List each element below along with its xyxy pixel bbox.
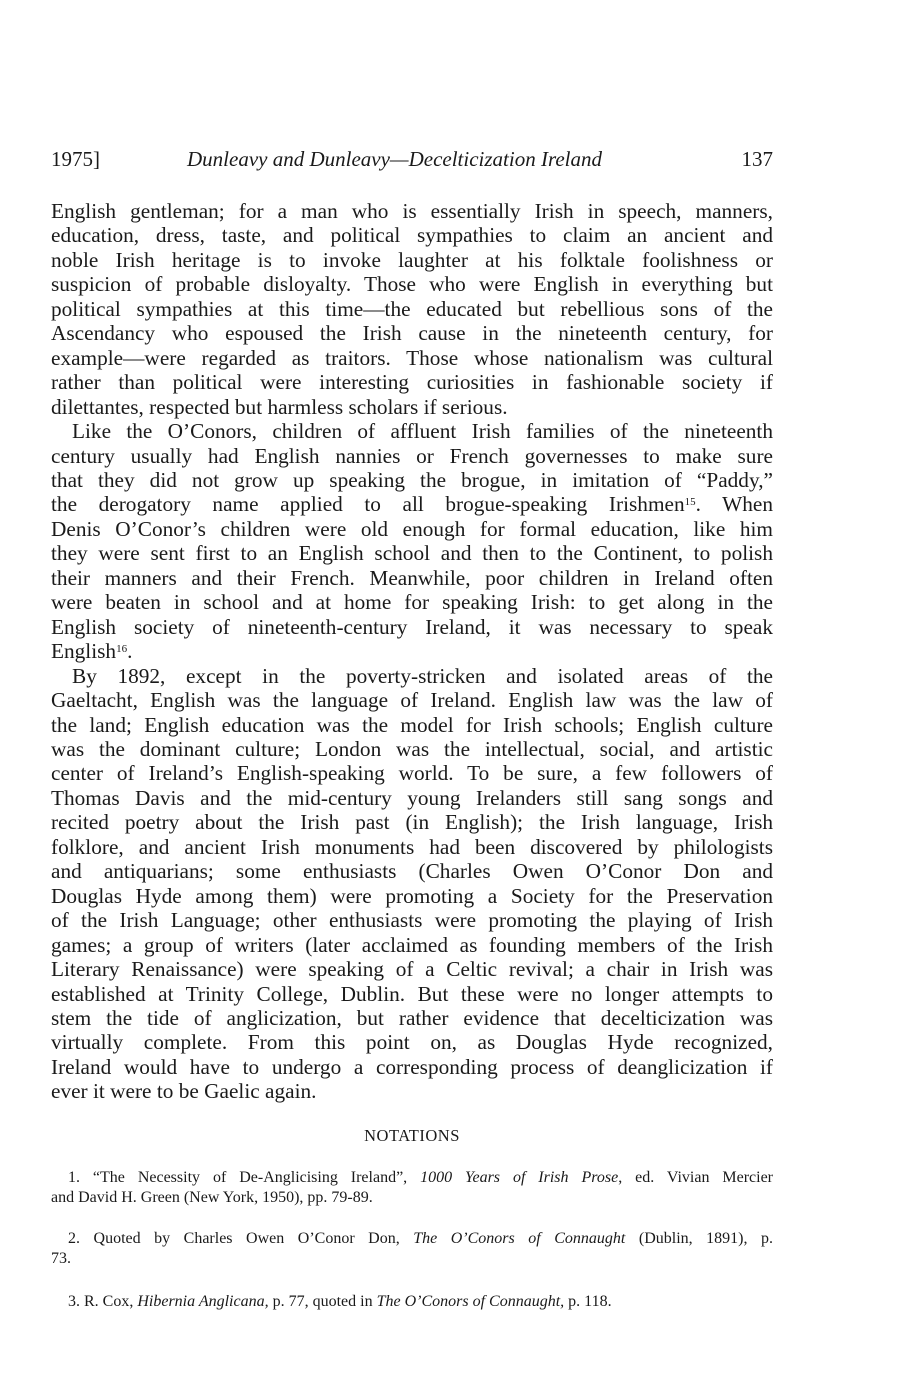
text-segment: . When — [695, 492, 773, 517]
note-line — [51, 1292, 773, 1312]
header-year: 1975] — [51, 147, 100, 171]
text-line: dilettantes, respected but harmless scholars if serious. — [51, 394, 508, 419]
paragraph-3 — [51, 664, 773, 1104]
text-line: stem the tide of anglicization, but rather evidence that decelticization was — [51, 1005, 773, 1030]
footnote-ref-15: 15 — [684, 496, 696, 509]
note-3 — [51, 1292, 773, 1312]
text-line: games; a group of writers (later acclaimed as founding members of the Irish — [51, 932, 773, 957]
text-line: center of Ireland’s English-speaking world. To be sure, a few followers of — [51, 761, 773, 786]
text-line: recited poetry about the Irish past (in English); the Irish language, Irish — [51, 810, 773, 835]
running-title: Dunleavy and Dunleavy—Decelticization Ireland — [187, 147, 603, 171]
text-line: education, dress, taste, and political sympathies to claim an ancient and — [51, 223, 773, 248]
text-line: example—were regarded as traitors. Those whose nationalism was cultural — [51, 345, 773, 370]
text-line: political sympathies at this time—the educated but rebellious sons of the — [51, 296, 773, 321]
text-line: English society of nineteenth-century Ireland, it was necessary to speak — [51, 614, 773, 639]
note-text: p. 118. — [564, 1293, 612, 1310]
notations-heading: NOTATIONS — [364, 1126, 460, 1145]
footnote-ref-16: 16 — [116, 643, 128, 656]
note-text: 3. R. Cox, — [68, 1293, 138, 1310]
note-title-italic: The O’Conors of Connaught, — [376, 1293, 565, 1310]
text-line: rather than political were interesting curiosities in fashionable society if — [51, 370, 773, 395]
text-line: the land; English education was the model for Irish schools; English culture — [51, 712, 773, 737]
text-line — [51, 492, 773, 516]
text-line: their manners and their French. Meanwhile, poor children in Ireland often — [51, 565, 773, 590]
text-line: century usually had English nannies or French governesses to make sure — [51, 443, 773, 468]
note-title-italic: Hibernia Anglicana, — [137, 1293, 269, 1310]
text-line: was the dominant culture; London was the intellectual, social, and artistic — [51, 736, 773, 761]
note-title-italic: The O’Conors of Connaught — [413, 1230, 626, 1247]
text-line: English gentleman; for a man who is essentially Irish in speech, manners, — [51, 199, 773, 223]
text-line: Denis O’Conor’s children were old enough for formal education, like him — [51, 516, 773, 541]
text-line: folklore, and ancient Irish monuments had been discovered by philologists — [51, 834, 773, 859]
note-text: 1. “The Necessity of De-Anglicising Ireland”, — [68, 1169, 421, 1186]
text-line: By 1892, except in the poverty-stricken and isolated areas of the — [72, 663, 773, 688]
text-line: and antiquarians; some enthusiasts (Charles Owen O’Conor Don and — [51, 859, 773, 884]
text-segment: the derogatory name applied to all brogue-speaking Irishmen — [51, 492, 685, 517]
running-header — [51, 147, 773, 177]
note-line — [51, 1229, 773, 1249]
text-line: of the Irish Language; other enthusiasts were promoting the playing of Irish — [51, 908, 773, 933]
text-line: Ireland would have to undergo a corresponding process of deanglicization if — [51, 1054, 773, 1079]
text-line: they were sent first to an English school and then to the Continent, to polish — [51, 541, 773, 566]
page-number: 137 — [741, 147, 773, 171]
note-line: and David H. Green (New York, 1950), pp. 79-89. — [51, 1189, 373, 1206]
note-text: (Dublin, 1891), p. — [625, 1230, 774, 1247]
note-2 — [51, 1229, 773, 1269]
text-line: ever it were to be Gaelic again. — [51, 1079, 317, 1104]
paragraph-2 — [51, 419, 773, 664]
paragraph-1 — [51, 199, 773, 419]
text-line: established at Trinity College, Dublin. But these were no longer attempts to — [51, 981, 773, 1006]
text-line: that they did not grow up speaking the brogue, in imitation of “Paddy,” — [51, 467, 773, 492]
text-line: Thomas Davis and the mid-century young Irelanders still sang songs and — [51, 785, 773, 810]
note-text: p. 77, quoted in — [268, 1293, 377, 1310]
note-text: 2. Quoted by Charles Owen O’Conor Don, — [68, 1230, 414, 1247]
text-line: virtually complete. From this point on, as Douglas Hyde recognized, — [51, 1030, 773, 1055]
text-line: suspicion of probable disloyalty. Those who were English in everything but — [51, 272, 773, 297]
body-text — [51, 199, 773, 1104]
text-line: Like the O’Conors, children of affluent Irish families of the nineteenth — [72, 419, 773, 444]
text-segment: . — [127, 639, 133, 664]
text-line: noble Irish heritage is to invoke laughter at his folktale foolishness or — [51, 247, 773, 272]
text-line: Ascendancy who espoused the Irish cause in the nineteenth century, for — [51, 321, 773, 346]
note-line: 73. — [51, 1250, 71, 1267]
note-title-italic: 1000 Years of Irish Prose — [420, 1169, 619, 1186]
note-1 — [51, 1168, 773, 1208]
note-line — [51, 1168, 773, 1188]
text-segment: English — [51, 639, 117, 664]
note-text: , ed. Vivian Mercier — [618, 1169, 774, 1186]
text-line: Douglas Hyde among them) were promoting a Society for the Preservation — [51, 883, 773, 908]
text-line: were beaten in school and at home for speaking Irish: to get along in the — [51, 590, 773, 615]
text-line — [51, 639, 773, 663]
text-line: Gaeltacht, English was the language of Ireland. English law was the law of — [51, 688, 773, 713]
text-line: Literary Renaissance) were speaking of a Celtic revival; a chair in Irish was — [51, 957, 773, 982]
